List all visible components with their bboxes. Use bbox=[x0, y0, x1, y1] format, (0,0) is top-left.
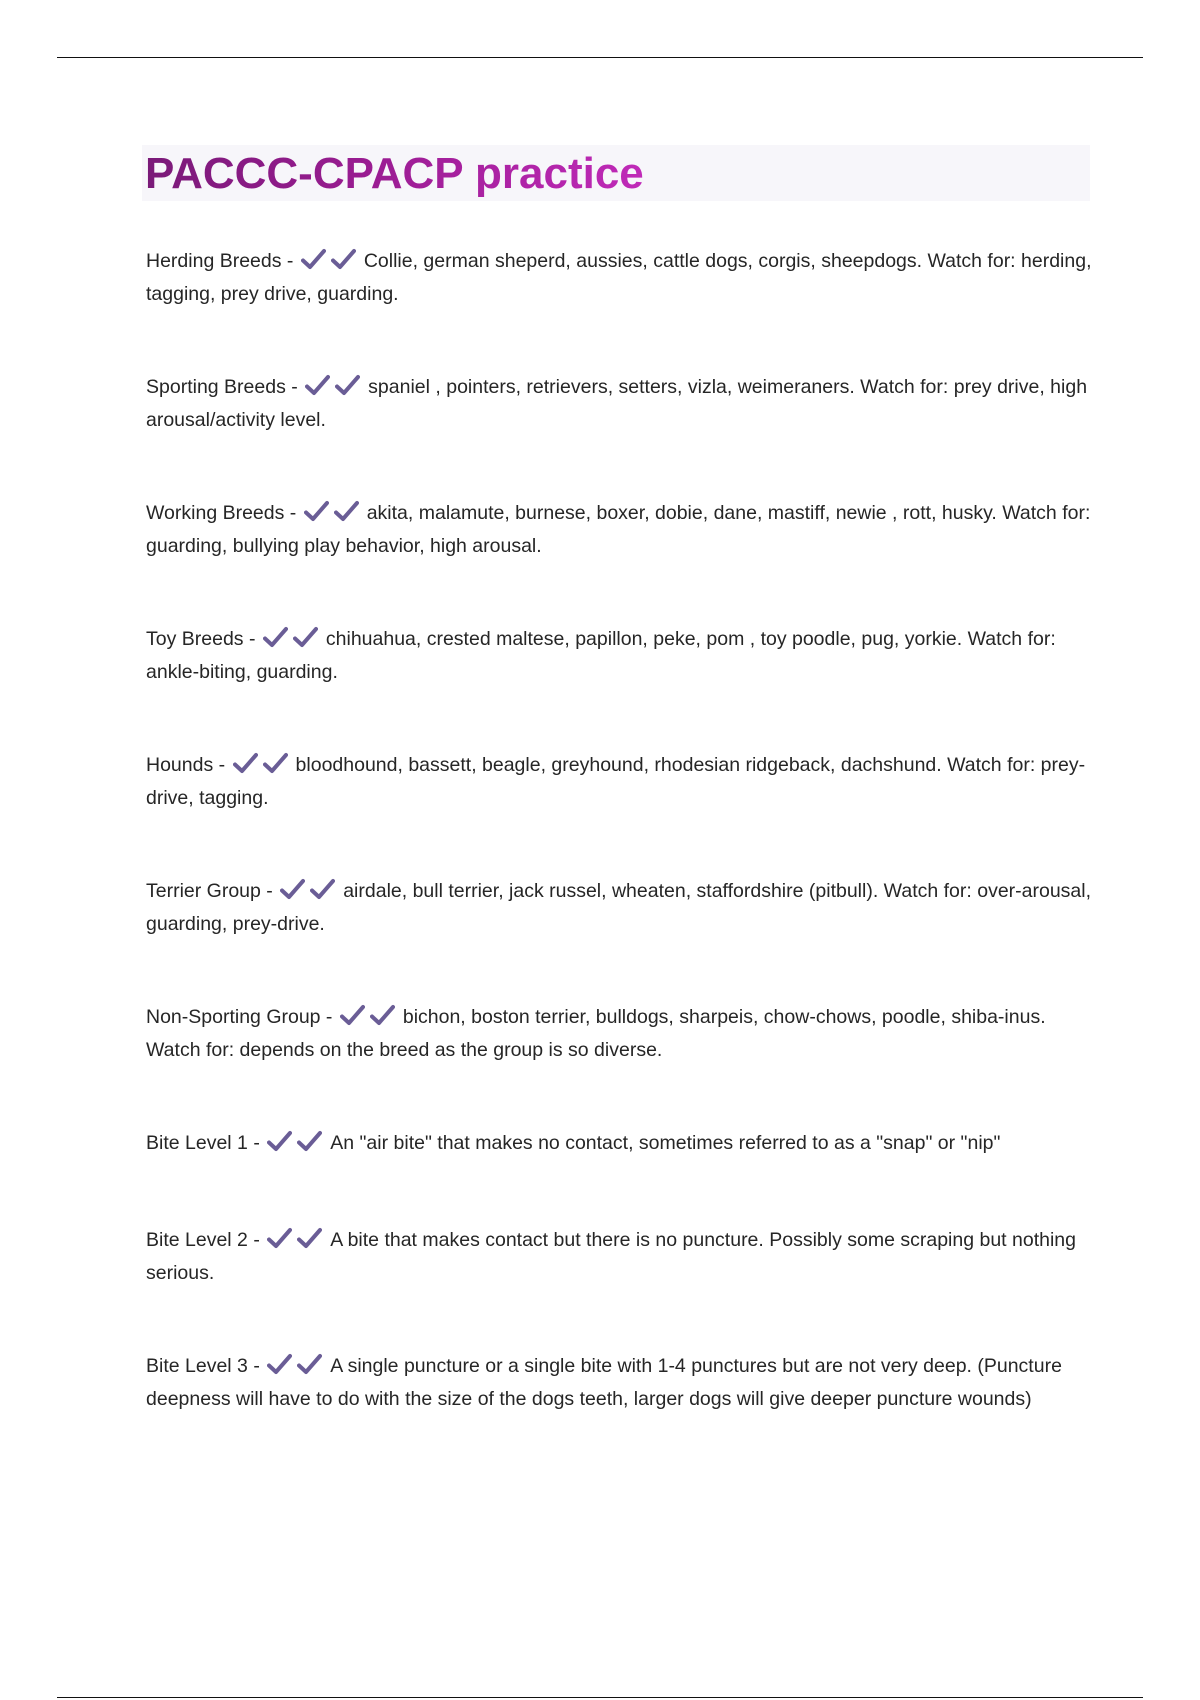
checkmark-icon bbox=[267, 1130, 292, 1152]
checkmark-icon bbox=[370, 1004, 395, 1026]
flashcard-entry bbox=[146, 498, 1094, 561]
page-title: PACCC-CPACP practice bbox=[145, 146, 644, 202]
entry-definition: A single puncture or a single bite with 1-4 punctures but are not very deep. (Puncture deepness will have to do with the size of the dogs teeth, larger dogs will give deeper puncture wounds) bbox=[146, 1355, 1062, 1410]
top-rule bbox=[57, 57, 1143, 58]
checkmark-icon bbox=[267, 1227, 292, 1249]
entry-term: Herding Breeds - bbox=[146, 250, 294, 272]
flashcard-entry bbox=[146, 1351, 1094, 1414]
entry-definition: Collie, german sheperd, aussies, cattle dogs, corgis, sheepdogs. Watch for: herding, tagging, prey drive, guarding. bbox=[146, 250, 1092, 305]
double-checkmark-icon bbox=[305, 374, 365, 405]
entry-definition: An "air bite" that makes no contact, sometimes referred to as a "snap" or "nip" bbox=[330, 1132, 1001, 1154]
entry-definition: chihuahua, crested maltese, papillon, peke, pom , toy poodle, pug, yorkie. Watch for: ankle-biting, guarding. bbox=[146, 628, 1056, 683]
flashcard-entry bbox=[146, 876, 1094, 939]
flashcard-entry bbox=[146, 1225, 1094, 1288]
flashcard-entry bbox=[146, 246, 1094, 309]
entry-definition: bloodhound, bassett, beagle, greyhound, rhodesian ridgeback, dachshund. Watch for: prey-drive, tagging. bbox=[146, 754, 1086, 809]
entry-definition: A bite that makes contact but there is no puncture. Possibly some scraping but nothing serious. bbox=[146, 1229, 1076, 1284]
checkmark-icon bbox=[301, 248, 326, 270]
flashcard-list bbox=[146, 246, 1094, 1414]
checkmark-icon bbox=[267, 1353, 292, 1375]
flashcard-entry bbox=[146, 1128, 1094, 1161]
checkmark-icon bbox=[297, 1353, 322, 1375]
entry-term: Bite Level 2 - bbox=[146, 1229, 260, 1251]
checkmark-icon bbox=[280, 878, 305, 900]
checkmark-icon bbox=[233, 752, 258, 774]
checkmark-icon bbox=[297, 1227, 322, 1249]
entry-term: Terrier Group - bbox=[146, 880, 273, 902]
entry-definition: spaniel , pointers, retrievers, setters, vizla, weimeraners. Watch for: prey drive, high arousal/activity level. bbox=[146, 376, 1088, 431]
entry-term: Working Breeds - bbox=[146, 502, 297, 524]
double-checkmark-icon bbox=[340, 1004, 400, 1035]
double-checkmark-icon bbox=[301, 248, 361, 279]
flashcard-entry bbox=[146, 372, 1094, 435]
checkmark-icon bbox=[335, 374, 360, 396]
entry-term: Non-Sporting Group - bbox=[146, 1006, 333, 1028]
checkmark-icon bbox=[304, 500, 329, 522]
checkmark-icon bbox=[310, 878, 335, 900]
checkmark-icon bbox=[263, 626, 288, 648]
flashcard-entry bbox=[146, 624, 1094, 687]
flashcard-entry bbox=[146, 1002, 1094, 1065]
checkmark-icon bbox=[263, 752, 288, 774]
entry-term: Bite Level 1 - bbox=[146, 1132, 260, 1154]
checkmark-icon bbox=[340, 1004, 365, 1026]
double-checkmark-icon bbox=[267, 1353, 327, 1384]
bottom-rule bbox=[57, 1697, 1143, 1698]
double-checkmark-icon bbox=[267, 1227, 327, 1258]
double-checkmark-icon bbox=[263, 626, 323, 657]
entry-term: Hounds - bbox=[146, 754, 226, 776]
flashcard-entry bbox=[146, 750, 1094, 813]
entry-definition: bichon, boston terrier, bulldogs, sharpeis, chow-chows, poodle, shiba-inus. Watch for: depends on the breed as the group is so diverse. bbox=[146, 1006, 1046, 1061]
double-checkmark-icon bbox=[233, 752, 293, 783]
checkmark-icon bbox=[334, 500, 359, 522]
entry-term: Sporting Breeds - bbox=[146, 376, 298, 398]
entry-term: Toy Breeds - bbox=[146, 628, 256, 650]
checkmark-icon bbox=[331, 248, 356, 270]
entry-term: Bite Level 3 - bbox=[146, 1355, 260, 1377]
double-checkmark-icon bbox=[304, 500, 364, 531]
double-checkmark-icon bbox=[267, 1130, 327, 1161]
checkmark-icon bbox=[293, 626, 318, 648]
checkmark-icon bbox=[297, 1130, 322, 1152]
entry-definition: akita, malamute, burnese, boxer, dobie, dane, mastiff, newie , rott, husky. Watch for: guarding, bullying play behavior, high arousal. bbox=[146, 502, 1091, 557]
checkmark-icon bbox=[305, 374, 330, 396]
double-checkmark-icon bbox=[280, 878, 340, 909]
entry-definition: airdale, bull terrier, jack russel, wheaten, staffordshire (pitbull). Watch for: over-arousal, guarding, prey-drive. bbox=[146, 880, 1092, 935]
